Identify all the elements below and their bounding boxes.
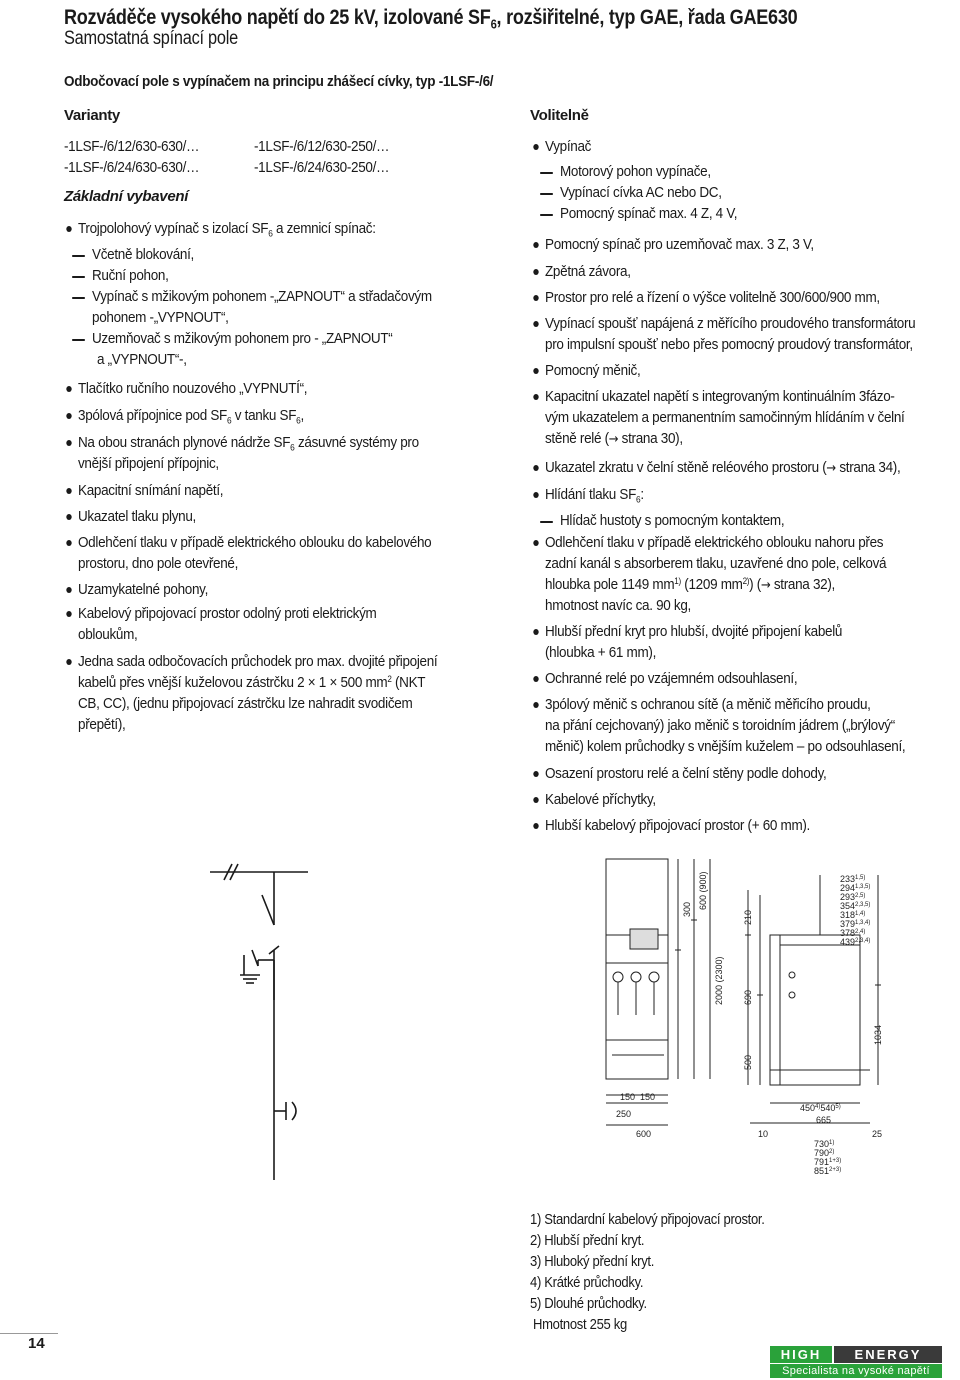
list-item: Jedna sada odbočovacích průchodek pro max. dvojité připojení (78, 653, 438, 670)
dim-label: 318$^{1,4)}$ (840, 910, 866, 920)
logo-part-energy: ENERGY (834, 1346, 942, 1363)
page-title: Rozváděče vysokého napětí do 25 kV, izolované $SF_6$, rozšiřitelné, typ GAE, řada GAE630 (64, 6, 798, 32)
brand-logo (770, 1346, 942, 1378)
list-item: Hlídač hustoty s pomocným kontaktem, (560, 512, 785, 529)
list-item: Zpětná závora, (545, 263, 631, 280)
list-item: přepětí), (78, 716, 126, 733)
dim-label: 233$^{1,5)}$ (840, 874, 866, 884)
dim-label: 300 (682, 901, 692, 917)
side-view-drawing (740, 855, 900, 1185)
dim-label: 25 (872, 1129, 883, 1139)
list-item: 3pólová přípojnice pod $SF_6$ v tanku $SF_6$, (78, 407, 304, 426)
page-number: 14 (28, 1335, 45, 1352)
list-item: Prostor pro relé a řízení o výšce volitelně 300/600/900 mm, (545, 289, 880, 306)
list-item: CB, CC), (jednu připojovací zástrčku lze nahradit svodičem (78, 695, 413, 712)
list-item: 3pólový měnič s ochranou sítě (a měnič měřicího proudu, (545, 696, 871, 713)
list-item: Vypínač s mžikovým pohonem -„ZAPNOUT“ a střadačovým (92, 288, 432, 305)
list-item: Tlačítko ručního nouzového „VYPNUTÍ“, (78, 380, 308, 397)
dim-label: 600 (900) (698, 871, 708, 910)
dim-label: 250 (616, 1109, 632, 1119)
dim-label: $851^{2+3)}$ (814, 1166, 842, 1176)
list-item: vnější připojení přípojnic, (78, 455, 219, 472)
list-item: Na obou stranách plynové nádrže $SF_6$ zásuvné systémy pro (78, 434, 419, 453)
dim-label: 10 (758, 1129, 769, 1139)
footnote: Hmotnost 255 kg (533, 1317, 627, 1333)
logo-tagline: Specialista na vysoké napětí (770, 1364, 942, 1378)
dim-label: 1034 (873, 1024, 883, 1045)
dim-label: 378$^{2,4)}$ (840, 928, 866, 938)
list-item: Ruční pohon, (92, 267, 169, 284)
list-item: Hlubší přední kryt pro hlubší, dvojité připojení kabelů (545, 623, 843, 640)
logo-part-high: HIGH (770, 1346, 832, 1363)
list-item: Pomocný měnič, (545, 362, 641, 379)
dim-label: 439$^{2,3,4)}$ (840, 937, 871, 947)
footnote: 2) Hlubší přední kryt. (530, 1233, 645, 1249)
list-item: pro impulsní spoušť nebo přes pomocný proudový transformátor, (545, 336, 913, 353)
list-item: Odlehčení tlaku v případě elektrického oblouku do kabelového (78, 534, 432, 551)
dim-label: 379$^{1,3,4)}$ (840, 919, 871, 929)
variant-item: -1LSF-/6/24/630-250/… (254, 159, 390, 176)
arrow-icon: → (826, 461, 836, 476)
list-item: Vypínací cívka AC nebo DC, (560, 184, 722, 201)
dim-label: 2000 (2300) (714, 956, 724, 1005)
dim-label: 150 (620, 1092, 636, 1102)
variant-item: -1LSF-/6/12/630-250/… (254, 138, 390, 155)
dim-label: $791^{1+3)}$ (814, 1157, 842, 1167)
variant-item: -1LSF-/6/24/630-630/… (64, 159, 200, 176)
variant-item: -1LSF-/6/12/630-630/… (64, 138, 200, 155)
footnote: 3) Hluboký přední kryt. (530, 1254, 655, 1270)
footnote: 4) Krátké průchodky. (530, 1275, 644, 1291)
list-item: Ochranné relé po vzájemném odsouhlasení, (545, 670, 798, 687)
list-item: Hlídání tlaku $SF_6$: (545, 486, 644, 505)
front-view-drawing (598, 855, 748, 1140)
dim-label: 730$^{1)}$ (814, 1139, 835, 1149)
list-item: Ukazatel zkratu v čelní stěně reléového prostoru (→ strana 34), (545, 458, 900, 479)
footnote: 5) Dlouhé průchodky. (530, 1296, 647, 1312)
list-item: Pomocný spínač max. 4 Z, 4 V, (560, 205, 738, 222)
dim-label: 790$^{2)}$ (814, 1148, 835, 1158)
list-item: Kabelový připojovací prostor odolný proti elektrickým (78, 605, 377, 622)
list-item: Pomocný spínač pro uzemňovač max. 3 Z, 3 V, (545, 236, 814, 253)
dim-label: 354$^{2,3,5)}$ (840, 901, 871, 911)
list-item: Včetně blokování, (92, 246, 194, 263)
list-item: kabelů přes vnější kuželovou zástrčku 2 × 1 × 500 $mm^2$ (NKT (78, 674, 426, 691)
dim-label: 293$^{2,5)}$ (840, 892, 866, 902)
list-item: prostoru, dno pole otevřené, (78, 555, 239, 572)
list-item: (hloubka + 61 mm), (545, 644, 657, 661)
list-item: Vypínací spoušť napájená z měřícího proudového transformátoru (545, 315, 916, 332)
list-item: Hlubší kabelový připojovací prostor (+ 60 mm). (545, 817, 811, 834)
single-line-diagram (200, 850, 320, 1180)
list-item: Kapacitní snímání napětí, (78, 482, 224, 499)
list-item: hmotnost navíc ca. 90 kg, (545, 597, 691, 614)
page-subtitle: Samostatná spínací pole (64, 28, 238, 49)
dim-label: 210 (743, 909, 753, 925)
dim-label: 600 (636, 1129, 652, 1139)
optional-heading: Volitelně (530, 107, 589, 124)
arrow-icon: → (760, 578, 771, 593)
dim-label: 294$^{1,3,5)}$ (840, 883, 871, 893)
list-item: Uzemňovač s mžikovým pohonem pro - „ZAPNOUT“ (92, 330, 393, 347)
arrow-icon: → (608, 432, 619, 447)
list-item: zadní kanál s absorberem tlaku, uzavřené dno pole, celková (545, 555, 887, 572)
dim-label: 150 (640, 1092, 656, 1102)
list-item: Osazení prostoru relé a čelní stěny podle dohody, (545, 765, 827, 782)
list-item: Motorový pohon vypínače, (560, 163, 711, 180)
variants-heading: Varianty (64, 107, 120, 124)
list-item: obloukům, (78, 626, 138, 643)
list-item: Kabelové příchytky, (545, 791, 656, 808)
list-item: Kapacitní ukazatel napětí s integrovaným kontinuálním 3fázo- (545, 388, 895, 405)
list-item: a „VYPNOUT“-, (97, 351, 187, 368)
dim-label: 665 (816, 1115, 832, 1125)
dim-label: 450$^{4)}$540$^{5)}$ (800, 1103, 841, 1113)
list-item: Uzamykatelné pohony, (78, 581, 209, 598)
list-item: vým ukazatelem a permanentním samočinným hlídáním v čelní (545, 409, 905, 426)
footnote: 1) Standardní kabelový připojovací prostor. (530, 1212, 765, 1228)
list-item: Odlehčení tlaku v případě elektrického oblouku nahoru přes (545, 534, 884, 551)
list-item: na přání cejchovaný) jako měnič s toroidním jádrem („brýlový“ (545, 717, 895, 734)
list-item: Ukazatel tlaku plynu, (78, 508, 196, 525)
list-item: hloubka pole 1149 $mm^{1)}$ (1209 $mm^{2)}$) (→ strana 32), (545, 576, 835, 593)
list-item: Vypínač (545, 138, 592, 155)
list-item: měnič) kolem průchodky s vnějším kuželem – po odsouhlasení, (545, 738, 906, 755)
dim-label: 690 (743, 989, 753, 1005)
dim-label: 500 (743, 1054, 753, 1070)
page-divider (0, 1333, 58, 1334)
list-item: Trojpolohový vypínač s izolací $SF_6$ a zemnicí spínač: (78, 220, 376, 239)
list-item: stěně relé (→ strana 30), (545, 430, 683, 447)
section-title: Odbočovací pole s vypínačem na principu zhášecí cívky, typ -1LSF-/6/ (64, 73, 494, 90)
basic-heading: Základní vybavení (64, 188, 189, 205)
list-item: pohonem -„VYPNOUT“, (92, 309, 229, 326)
